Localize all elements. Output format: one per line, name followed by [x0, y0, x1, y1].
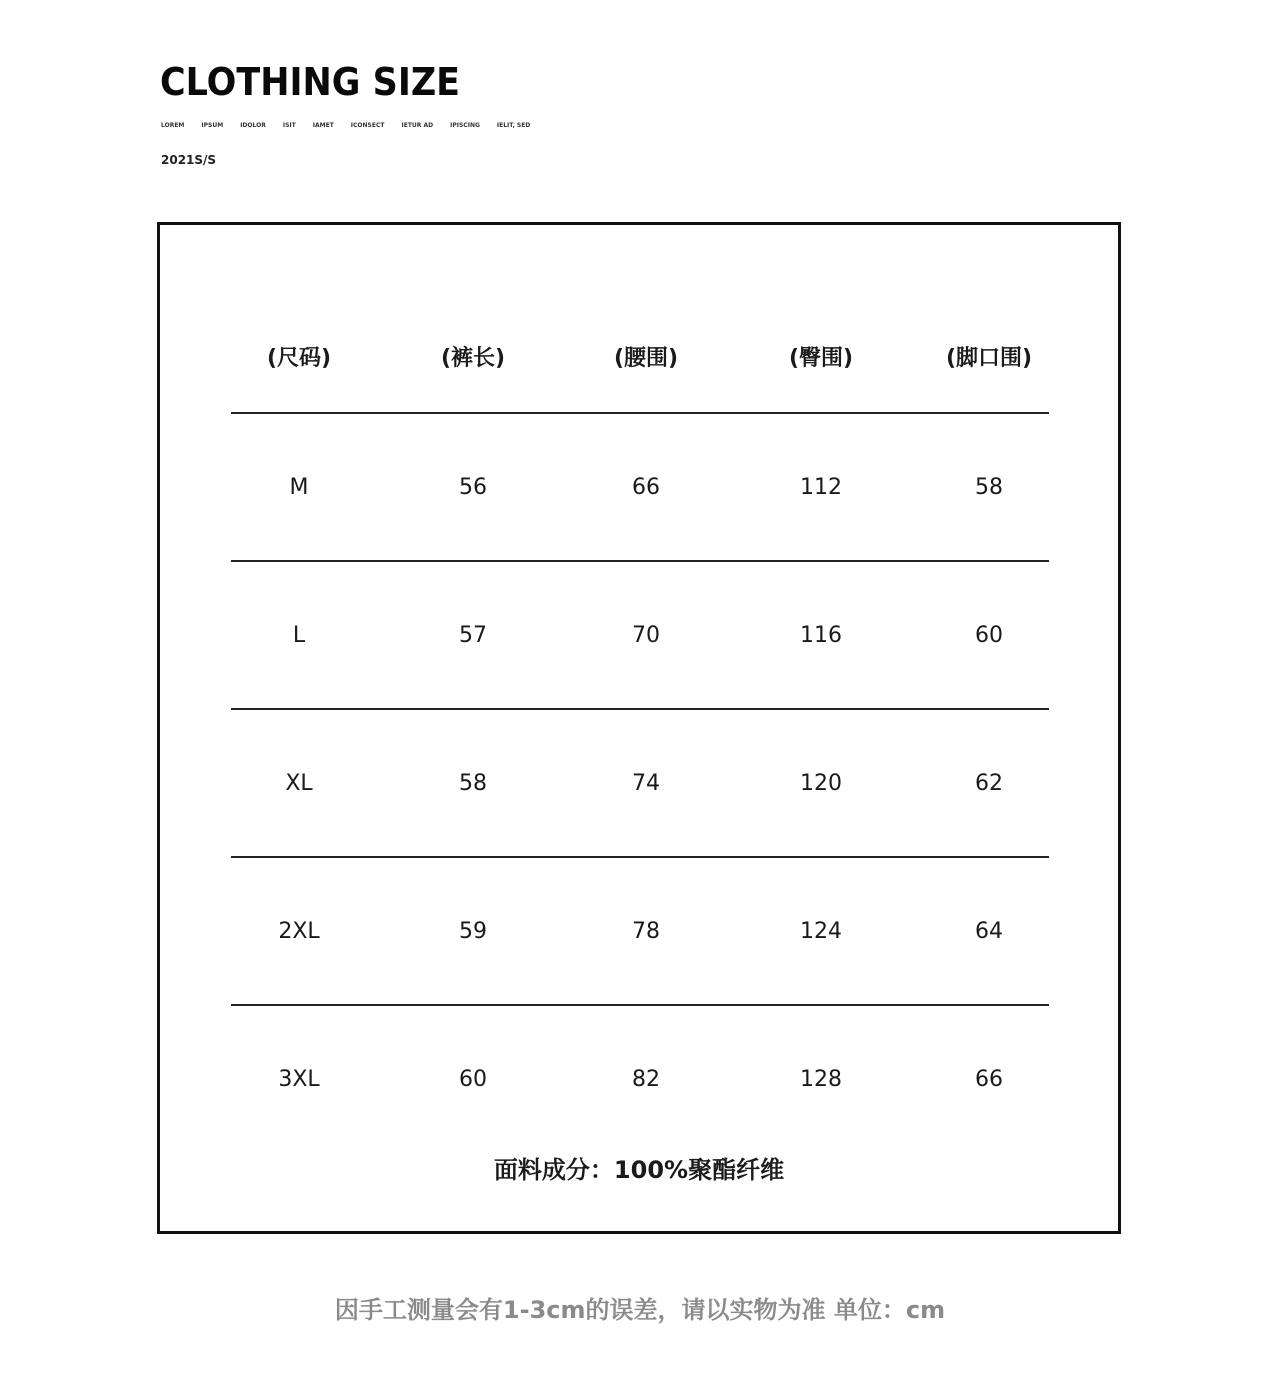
column-header-waist: (腰围): [613, 345, 679, 371]
waist-cell: 70: [632, 622, 660, 648]
waist-cell: 82: [632, 1066, 660, 1092]
tagline-word: LOREM: [161, 122, 185, 129]
tagline-word: IAMET: [312, 122, 334, 129]
waist-cell: 78: [632, 918, 660, 944]
table-row: [231, 560, 1049, 708]
column-header-hip: (臀围): [788, 345, 854, 371]
size-cell: 3XL: [278, 1066, 320, 1092]
leg-opening-cell: 64: [975, 918, 1003, 944]
fabric-composition: 面料成分：100%聚酯纤维: [493, 1156, 785, 1184]
size-table: [231, 300, 1049, 1152]
hip-cell: 116: [800, 622, 842, 648]
size-cell: L: [292, 622, 306, 648]
pants-length-cell: 56: [459, 474, 487, 500]
season-label: 2021S/S: [161, 153, 217, 167]
waist-cell: 74: [632, 770, 660, 796]
tagline-word: IETUR AD: [401, 122, 434, 129]
table-row: [231, 708, 1049, 856]
pants-length-cell: 60: [459, 1066, 487, 1092]
pants-length-cell: 57: [459, 622, 487, 648]
column-header-leg-opening: (脚口围): [945, 345, 1033, 371]
column-header-pants-length: (裤长): [440, 345, 506, 371]
table-row: [231, 412, 1049, 560]
measurement-note: 因手工测量会有1-3cm的误差，请以实物为准 单位：cm: [334, 1296, 946, 1324]
size-cell: M: [289, 474, 309, 500]
tagline-word: IELIT, SED: [496, 122, 531, 129]
tagline-word: ISIT: [282, 122, 296, 129]
pants-length-cell: 58: [459, 770, 487, 796]
leg-opening-cell: 58: [975, 474, 1003, 500]
tagline-word: ICONSECT: [350, 122, 385, 129]
size-cell: XL: [285, 770, 313, 796]
tagline-word: IDOLOR: [240, 122, 266, 129]
hip-cell: 112: [800, 474, 842, 500]
size-cell: 2XL: [278, 918, 320, 944]
table-header-row: [231, 300, 1049, 412]
table-row: [231, 1004, 1049, 1152]
waist-cell: 66: [632, 474, 660, 500]
column-header-size: (尺码): [266, 345, 332, 371]
table-row: [231, 856, 1049, 1004]
leg-opening-cell: 62: [975, 770, 1003, 796]
hip-cell: 124: [800, 918, 842, 944]
leg-opening-cell: 60: [975, 622, 1003, 648]
page-title: CLOTHING SIZE: [160, 60, 461, 104]
tagline: [161, 121, 547, 131]
tagline-word: IPSUM: [201, 122, 224, 129]
hip-cell: 120: [800, 770, 842, 796]
tagline-word: IPISCING: [450, 122, 480, 129]
hip-cell: 128: [800, 1066, 842, 1092]
pants-length-cell: 59: [459, 918, 487, 944]
leg-opening-cell: 66: [975, 1066, 1003, 1092]
